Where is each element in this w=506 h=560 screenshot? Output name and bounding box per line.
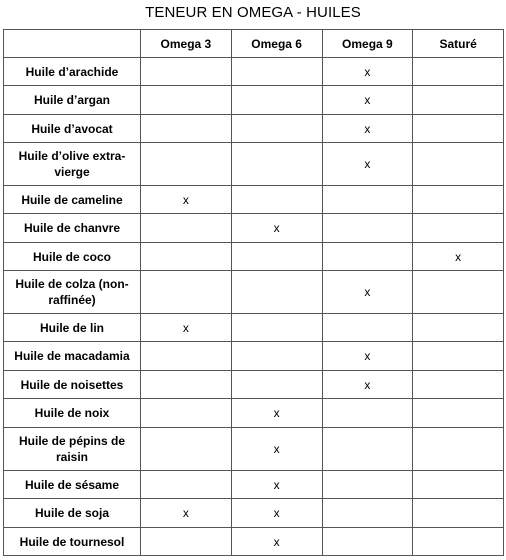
value-cell bbox=[231, 186, 322, 214]
value-cell bbox=[141, 399, 232, 428]
value-cell: x bbox=[322, 342, 413, 371]
table-row bbox=[4, 399, 504, 428]
value-cell bbox=[413, 342, 504, 371]
value-cell bbox=[231, 314, 322, 342]
oil-name-cell: Huile de soja bbox=[4, 499, 141, 528]
value-cell bbox=[141, 371, 232, 399]
table-row bbox=[4, 186, 504, 214]
value-cell: x bbox=[141, 499, 232, 528]
value-cell bbox=[141, 143, 232, 186]
value-cell bbox=[141, 58, 232, 86]
value-cell: x bbox=[141, 186, 232, 214]
value-cell bbox=[231, 115, 322, 143]
value-cell bbox=[141, 271, 232, 314]
value-cell: x bbox=[322, 271, 413, 314]
value-cell bbox=[413, 214, 504, 243]
oil-name-cell: Huile de lin bbox=[4, 314, 141, 342]
value-cell bbox=[322, 399, 413, 428]
value-cell: x bbox=[322, 371, 413, 399]
value-cell bbox=[141, 428, 232, 471]
table-row bbox=[4, 342, 504, 371]
value-cell bbox=[413, 371, 504, 399]
table-row bbox=[4, 471, 504, 499]
value-cell bbox=[231, 243, 322, 271]
value-cell: x bbox=[231, 528, 322, 556]
oil-name-cell: Huile de noix bbox=[4, 399, 141, 428]
value-cell: x bbox=[141, 314, 232, 342]
oil-name-cell: Huile de cameline bbox=[4, 186, 141, 214]
oil-name-cell: Huile de chanvre bbox=[4, 214, 141, 243]
oil-name-cell: Huile d’argan bbox=[4, 86, 141, 115]
value-cell bbox=[413, 528, 504, 556]
value-cell: x bbox=[231, 428, 322, 471]
table-row bbox=[4, 499, 504, 528]
column-header-name bbox=[4, 30, 141, 58]
oil-name-cell: Huile de tournesol bbox=[4, 528, 141, 556]
value-cell bbox=[231, 58, 322, 86]
value-cell: x bbox=[322, 58, 413, 86]
table-row bbox=[4, 243, 504, 271]
value-cell bbox=[413, 428, 504, 471]
value-cell bbox=[413, 115, 504, 143]
value-cell bbox=[413, 186, 504, 214]
value-cell: x bbox=[413, 243, 504, 271]
value-cell bbox=[413, 499, 504, 528]
table-row bbox=[4, 371, 504, 399]
oil-name-cell: Huile de sésame bbox=[4, 471, 141, 499]
value-cell: x bbox=[231, 471, 322, 499]
value-cell: x bbox=[322, 115, 413, 143]
oil-name-cell: Huile de macadamia bbox=[4, 342, 141, 371]
value-cell: x bbox=[322, 86, 413, 115]
table-row bbox=[4, 58, 504, 86]
column-header-omega-3: Omega 3 bbox=[141, 30, 232, 58]
table-row bbox=[4, 115, 504, 143]
value-cell bbox=[322, 186, 413, 214]
oil-name-cell: Huile de pépins de raisin bbox=[4, 428, 141, 471]
table-row bbox=[4, 271, 504, 314]
table-row bbox=[4, 143, 504, 186]
table-header-row bbox=[4, 30, 504, 58]
value-cell bbox=[413, 471, 504, 499]
value-cell bbox=[231, 371, 322, 399]
table-row bbox=[4, 528, 504, 556]
value-cell bbox=[322, 471, 413, 499]
value-cell bbox=[413, 399, 504, 428]
oil-name-cell: Huile d’olive extra-vierge bbox=[4, 143, 141, 186]
value-cell bbox=[413, 143, 504, 186]
value-cell bbox=[141, 86, 232, 115]
value-cell bbox=[231, 143, 322, 186]
oil-name-cell: Huile d’avocat bbox=[4, 115, 141, 143]
value-cell bbox=[413, 314, 504, 342]
table-row bbox=[4, 214, 504, 243]
table-row bbox=[4, 428, 504, 471]
value-cell: x bbox=[322, 143, 413, 186]
column-header-omega-6: Omega 6 bbox=[231, 30, 322, 58]
value-cell bbox=[141, 342, 232, 371]
column-header-omega-9: Omega 9 bbox=[322, 30, 413, 58]
table-row bbox=[4, 314, 504, 342]
oil-name-cell: Huile de coco bbox=[4, 243, 141, 271]
value-cell bbox=[141, 528, 232, 556]
table-row bbox=[4, 86, 504, 115]
value-cell bbox=[413, 58, 504, 86]
value-cell bbox=[141, 471, 232, 499]
value-cell bbox=[141, 243, 232, 271]
value-cell: x bbox=[231, 214, 322, 243]
value-cell bbox=[141, 214, 232, 243]
value-cell bbox=[322, 528, 413, 556]
value-cell bbox=[231, 271, 322, 314]
value-cell bbox=[231, 342, 322, 371]
page-title: TENEUR EN OMEGA - HUILES bbox=[145, 4, 361, 21]
omega-table bbox=[3, 29, 504, 556]
value-cell bbox=[413, 271, 504, 314]
value-cell bbox=[141, 115, 232, 143]
value-cell bbox=[322, 243, 413, 271]
oil-name-cell: Huile d’arachide bbox=[4, 58, 141, 86]
oil-name-cell: Huile de noisettes bbox=[4, 371, 141, 399]
column-header-sature: Saturé bbox=[413, 30, 504, 58]
value-cell bbox=[413, 86, 504, 115]
value-cell: x bbox=[231, 499, 322, 528]
oil-name-cell: Huile de colza (non-raffinée) bbox=[4, 271, 141, 314]
value-cell bbox=[231, 86, 322, 115]
value-cell bbox=[322, 499, 413, 528]
value-cell bbox=[322, 214, 413, 243]
value-cell bbox=[322, 314, 413, 342]
value-cell bbox=[322, 428, 413, 471]
value-cell: x bbox=[231, 399, 322, 428]
